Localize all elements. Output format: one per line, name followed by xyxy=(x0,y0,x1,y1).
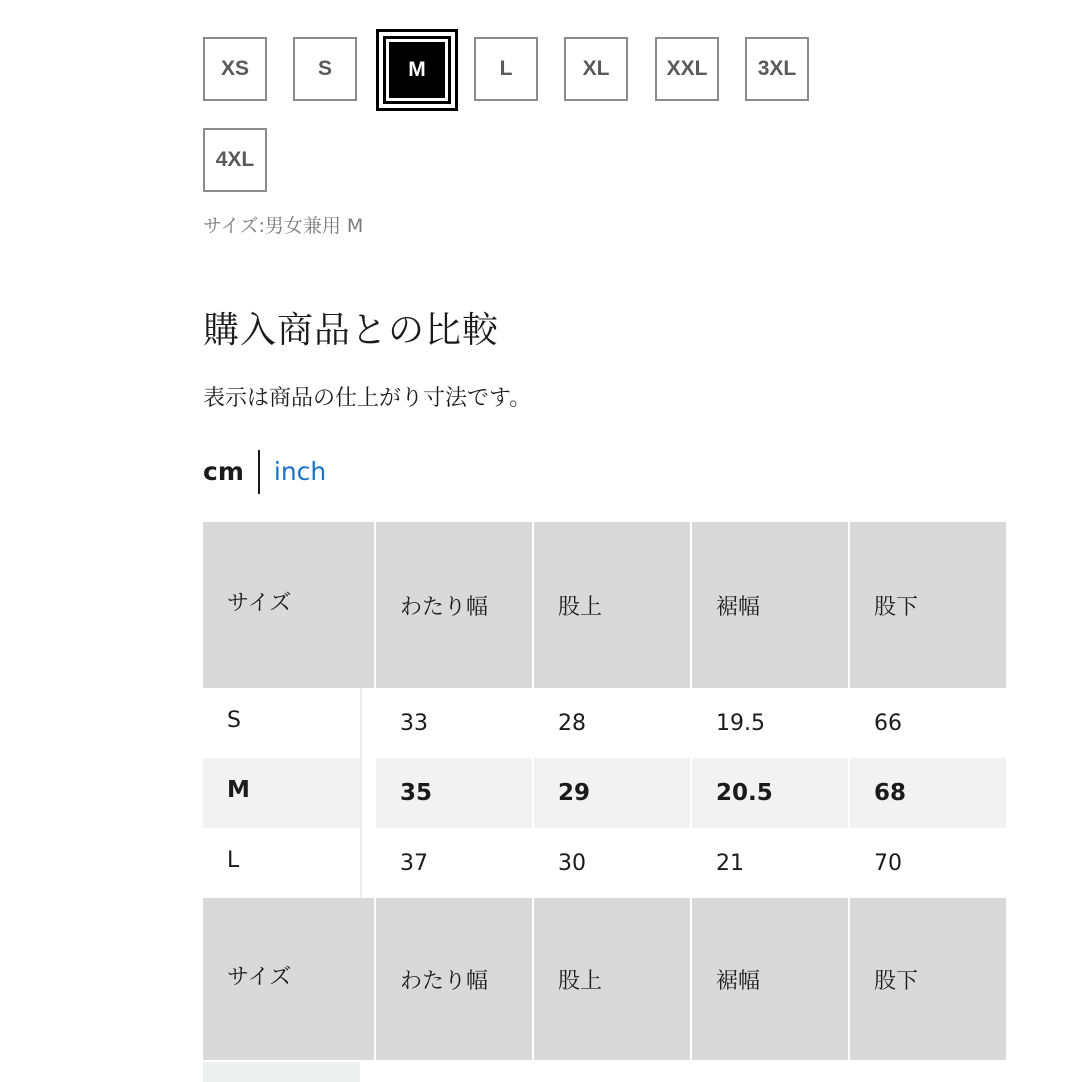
table-cell: 21 xyxy=(692,828,848,898)
table-cell: 37 xyxy=(376,828,532,898)
table-cell: 68 xyxy=(850,758,1006,828)
table-cell: 20.5 xyxy=(692,758,848,828)
size-option-s[interactable] xyxy=(293,37,357,101)
size-table xyxy=(203,522,919,1082)
table-header-cell: わたり幅 xyxy=(376,522,532,688)
table-cell: 70 xyxy=(850,828,1006,898)
table-cell: 19.5 xyxy=(692,688,848,758)
table-cell-size: M xyxy=(203,758,360,828)
size-option-label: XXL xyxy=(666,57,708,80)
table-cell-size: S xyxy=(203,688,360,758)
comparison-title: 購入商品との比較 xyxy=(203,310,500,351)
table-header-cell: 股上 xyxy=(534,522,690,688)
table-header-cell: 裾幅 xyxy=(692,898,848,1060)
size-option-m[interactable] xyxy=(376,29,458,111)
table-header-cell: わたり幅 xyxy=(376,898,532,1060)
size-option-xl[interactable] xyxy=(564,37,628,101)
table-cell-size: L xyxy=(203,828,360,898)
table-header-cell: 裾幅 xyxy=(692,522,848,688)
table-header-cell: サイズ xyxy=(203,522,374,688)
size-option-l[interactable] xyxy=(474,37,538,101)
size-option-xs[interactable] xyxy=(203,37,267,101)
table-cell xyxy=(362,1062,962,1082)
unit-toggle xyxy=(203,450,326,494)
table-cell: 33 xyxy=(376,688,532,758)
size-option-label: XL xyxy=(582,57,610,80)
comparison-subtext: 表示は商品の仕上がり寸法です。 xyxy=(203,386,532,411)
size-option-selected-fill xyxy=(383,36,451,104)
table-cell: 29 xyxy=(534,758,690,828)
table-header-cell: 股上 xyxy=(534,898,690,1060)
size-option-xxl[interactable] xyxy=(655,37,719,101)
size-option-label: 4XL xyxy=(215,148,255,171)
size-option-label: L xyxy=(499,57,513,80)
table-header-cell: 股下 xyxy=(850,898,1006,1060)
table-cell: 30 xyxy=(534,828,690,898)
size-option-label: M xyxy=(408,58,426,81)
size-option-label: 3XL xyxy=(757,57,797,80)
table-header-cell: 股下 xyxy=(850,522,1006,688)
unit-cm-option[interactable]: cm xyxy=(203,450,260,494)
size-option-label: S xyxy=(317,57,332,80)
selected-size-note: サイズ:男女兼用 M xyxy=(203,215,364,237)
table-cell: 35 xyxy=(376,758,532,828)
size-option-label: XS xyxy=(220,57,249,80)
size-option-4xl[interactable] xyxy=(203,128,267,192)
table-cell-size xyxy=(203,1062,360,1082)
size-option-3xl[interactable] xyxy=(745,37,809,101)
first-column-divider xyxy=(360,688,362,898)
unit-inch-link[interactable]: inch xyxy=(273,457,327,486)
table-header-cell: サイズ xyxy=(203,898,374,1060)
table-cell: 66 xyxy=(850,688,1006,758)
table-cell: 28 xyxy=(534,688,690,758)
